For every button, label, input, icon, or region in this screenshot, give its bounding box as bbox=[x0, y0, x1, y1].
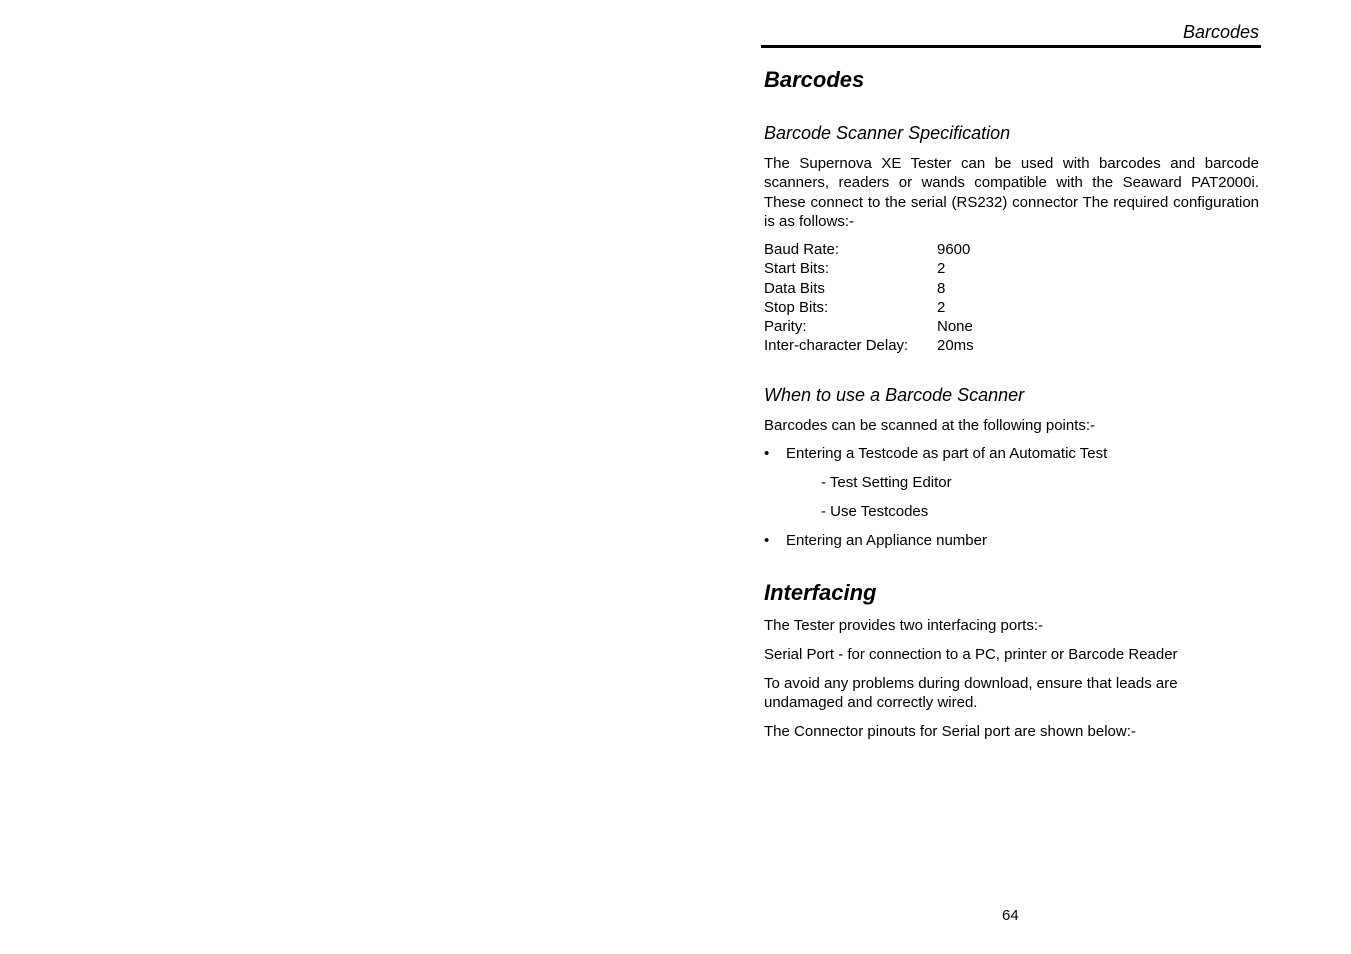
interfacing-paragraph: The Tester provides two interfacing ports:- bbox=[764, 617, 1044, 634]
scanner-spec-table bbox=[764, 240, 974, 356]
sub-list-item: - Use Testcodes bbox=[821, 503, 929, 520]
spec-row-stop-bits bbox=[764, 298, 974, 317]
interfacing-section-title: Interfacing bbox=[764, 580, 877, 605]
interfacing-paragraph: The Connector pinouts for Serial port are shown below:- bbox=[764, 723, 1136, 740]
scanner-spec-heading: Barcode Scanner Specification bbox=[764, 123, 1011, 143]
spec-row-data-bits bbox=[764, 279, 974, 298]
scanner-usage-heading: When to use a Barcode Scanner bbox=[764, 385, 1025, 405]
barcodes-section-title: Barcodes bbox=[764, 67, 865, 92]
spec-label: Stop Bits: bbox=[764, 298, 829, 316]
interfacing-paragraph: Serial Port - for connection to a PC, printer or Barcode Reader bbox=[764, 646, 1178, 663]
spec-row-inter-character-delay bbox=[764, 336, 974, 355]
spec-value: 8 bbox=[937, 279, 946, 297]
sub-list-item: - Test Setting Editor bbox=[821, 474, 952, 491]
page-number: 64 bbox=[1002, 907, 1019, 924]
spec-value: 9600 bbox=[937, 241, 971, 258]
spec-label: Parity: bbox=[764, 318, 807, 336]
spec-label: Data Bits bbox=[764, 279, 825, 297]
spec-row-baud-rate bbox=[764, 240, 974, 259]
spec-row-parity bbox=[764, 317, 974, 336]
header-rule bbox=[761, 45, 1261, 48]
spec-value: 20ms bbox=[937, 337, 974, 355]
spec-value: None bbox=[937, 318, 973, 336]
spec-value: 2 bbox=[937, 298, 946, 316]
list-item-text: Entering an Appliance number bbox=[786, 532, 987, 549]
spec-label: Start Bits: bbox=[764, 260, 830, 278]
running-header-title: Barcodes bbox=[1182, 22, 1259, 42]
spec-row-start-bits bbox=[764, 259, 974, 278]
interfacing-paragraph: To avoid any problems during download, ensure that leads are undamaged and correctly wired. bbox=[764, 675, 1178, 712]
spec-label: Inter-character Delay: bbox=[764, 337, 909, 355]
spec-label: Baud Rate: bbox=[764, 241, 840, 258]
spec-value: 2 bbox=[937, 260, 946, 278]
list-item-text: Entering a Testcode as part of an Automatic Test bbox=[786, 445, 1108, 462]
bullet-icon: • bbox=[764, 445, 770, 462]
scanner-spec-intro: The Supernova XE Tester can be used with barcodes and barcode scanners, readers or wands compatible with the Seaward PAT2000i. These connect to the serial (RS232) connector The required configuration is as follows:- bbox=[764, 155, 1259, 230]
scanner-usage-intro: Barcodes can be scanned at the following points:- bbox=[764, 417, 1096, 434]
bullet-icon: • bbox=[764, 532, 770, 549]
